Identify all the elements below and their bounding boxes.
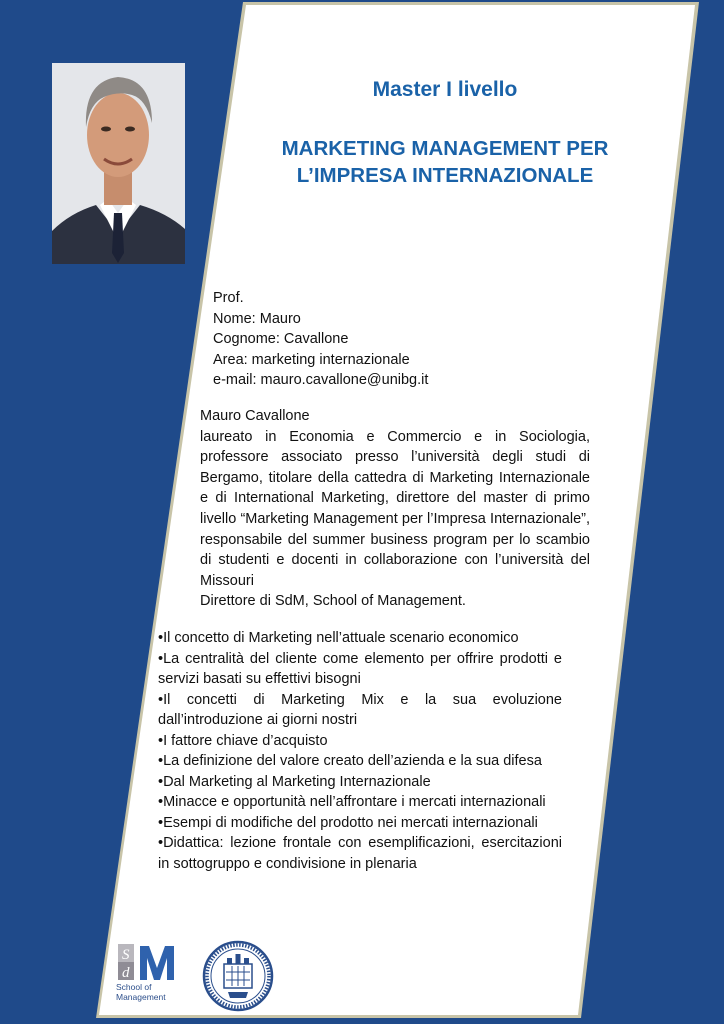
list-item: •Dal Marketing al Marketing Internazionale [158, 773, 431, 790]
sdm-caption: School of Management [116, 982, 166, 1002]
topics-list [158, 628, 562, 874]
profile-info [213, 288, 428, 391]
profile-surname: Cognome: Cavallone [213, 331, 349, 347]
list-item: •Didattica: lezione frontale con esemplificazioni, esercitazioni in sottogruppo e condivisione in plenaria [158, 835, 562, 872]
list-item: •Il concetti di Marketing Mix e la sua evoluzione dall’introduzione ai giorni nostri [158, 691, 562, 728]
course-title: MARKETING MANAGEMENT PER L’IMPRESA INTERNAZIONALE [281, 137, 609, 187]
list-item: •Esempi di modifiche del prodotto nei mercati internazionali [158, 814, 538, 831]
list-item: •I fattore chiave d’acquisto [158, 732, 328, 749]
bio-text: laureato in Economia e Commercio e in Sociologia, professore associato presso l’università degli studi di Bergamo, titolare della cattedra di Marketing Internazionale e di International Marketing, direttore del master di primo livello “Marketing Management per l’Impresa Internazionale”, responsabile del summer business program per lo scambio di studenti e docenti in collaborazione con l’università del Missouri [200, 428, 590, 589]
bio-name: Mauro Cavallone [200, 408, 310, 424]
list-item: •Il concetto di Marketing nell’attuale scenario economico [158, 630, 519, 646]
list-item: •Minacce e opportunità nell’affrontare i mercati internazionali [158, 794, 546, 810]
profile-email: e-mail: mauro.cavallone@unibg.it [213, 372, 429, 388]
bio-section [200, 406, 590, 612]
list-item: •La definizione del valore creato dell’azienda e la sua difesa [158, 753, 542, 769]
profile-name: Nome: Mauro [213, 310, 301, 327]
profile-area: Area: marketing internazionale [213, 351, 410, 368]
svg-text:S: S [122, 947, 130, 963]
list-item: •La centralità del cliente come elemento per offrire prodotti e servizi basati su effettivi bisogni [158, 650, 562, 687]
university-seal-icon [202, 940, 274, 1012]
master-level-title: Master I livello [372, 78, 518, 101]
svg-text:d: d [122, 965, 130, 981]
professor-photo [52, 63, 185, 264]
profile-title: Prof. [213, 290, 244, 306]
tie-icon [112, 213, 124, 263]
bio-role: Direttore di SdM, School of Management. [200, 593, 466, 610]
